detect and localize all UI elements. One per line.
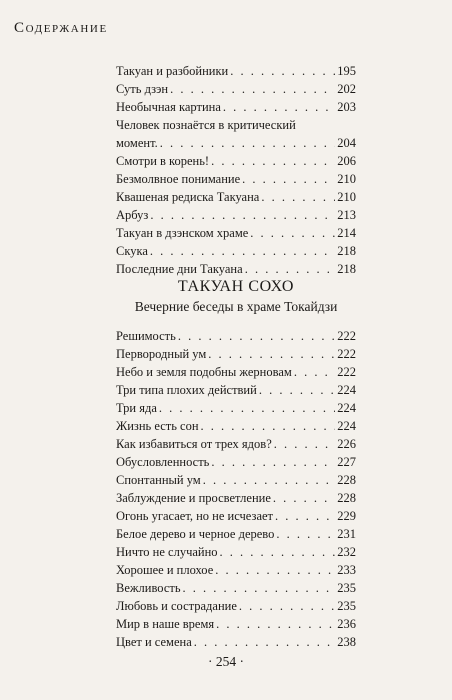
toc-entry <box>116 597 356 615</box>
toc-entry-page: 222 <box>337 329 356 343</box>
toc-entry-title: Квашеная редиска Такуана <box>116 190 260 204</box>
toc-entry-title: Обусловленность <box>116 455 210 469</box>
toc-entry-title: Вежливость <box>116 581 181 595</box>
toc-entry-page: 204 <box>337 136 356 150</box>
toc-entry-title: Жизнь есть сон <box>116 419 199 433</box>
toc-entry <box>116 242 356 260</box>
dot-leader <box>261 188 335 206</box>
toc-entry-page: 227 <box>337 455 356 469</box>
toc-entry-title-line-2: момент. <box>116 136 158 150</box>
toc-entry-page: 195 <box>337 64 356 78</box>
dot-leader <box>250 224 335 242</box>
toc-entry-page: 224 <box>337 383 356 397</box>
toc-entry-title: Такуан и разбойники <box>116 64 229 78</box>
toc-entry <box>116 170 356 188</box>
dot-leader <box>160 134 336 152</box>
toc-entry-title: Смотри в корень! <box>116 154 210 168</box>
dot-leader <box>194 633 335 651</box>
toc-entry-title: Безмолвное понимание <box>116 172 241 186</box>
toc-entry-title: Цвет и семена <box>116 635 192 649</box>
dot-leader <box>294 363 335 381</box>
toc-entry-page: 214 <box>337 226 356 240</box>
toc-entry-page: 213 <box>337 208 356 222</box>
dot-leader <box>159 399 335 417</box>
toc-entry-page: 222 <box>337 365 356 379</box>
toc-entry-title: Ничто не случайно <box>116 545 218 559</box>
toc-entry <box>116 507 356 525</box>
toc-entry-title: Последние дни Такуана <box>116 262 243 276</box>
toc-entry <box>116 471 356 489</box>
toc-entry-page: 232 <box>337 545 356 559</box>
dot-leader <box>274 435 336 453</box>
toc-entry-page: 222 <box>337 347 356 361</box>
toc-entry-title: Скука <box>116 244 148 258</box>
toc-entry-title: Небо и земля подобны жерновам <box>116 365 292 379</box>
toc-entry-title: Арбуз <box>116 208 149 222</box>
toc-entry-title: Первородный ум <box>116 347 207 361</box>
dot-leader <box>275 507 335 525</box>
toc-entry <box>116 345 356 363</box>
toc-entry <box>116 399 356 417</box>
toc-entry <box>116 363 356 381</box>
toc-entry-page: 238 <box>337 635 356 649</box>
toc-entry-title: Три яда <box>116 401 157 415</box>
toc-entry <box>116 489 356 507</box>
dot-leader <box>211 453 335 471</box>
toc-entry-line-2 <box>116 134 356 152</box>
toc-entry <box>116 62 356 80</box>
toc-entry-title-line-1: Человек познаётся в критический <box>116 118 296 132</box>
dot-leader <box>273 489 335 507</box>
toc-entry <box>116 417 356 435</box>
toc-entry-page: 202 <box>337 82 356 96</box>
section-subtitle: Вечерние беседы в храме Токайдзи <box>134 299 338 314</box>
toc-entry-page: 218 <box>337 244 356 258</box>
toc-entry-page: 210 <box>337 172 356 186</box>
toc-entry-title: Три типа плохих действий <box>116 383 257 397</box>
toc-entry <box>116 633 356 651</box>
toc-entry-page: 236 <box>337 617 356 631</box>
dot-leader <box>245 260 336 278</box>
section-heading <box>116 277 356 316</box>
toc-entry-page: 228 <box>337 473 356 487</box>
toc-entry-page: 224 <box>337 401 356 415</box>
toc-entry-title: Решимость <box>116 329 176 343</box>
toc-entry <box>116 98 356 116</box>
dot-leader <box>183 579 336 597</box>
toc-entry-title: Белое дерево и черное дерево <box>116 527 275 541</box>
toc-entry <box>116 579 356 597</box>
dot-leader <box>211 152 335 170</box>
dot-leader <box>150 242 335 260</box>
toc-entry-title: Суть дзэн <box>116 82 169 96</box>
toc-entry-title: Любовь и сострадание <box>116 599 237 613</box>
toc-entry-page: 231 <box>337 527 356 541</box>
toc-entry-page: 206 <box>337 154 356 168</box>
toc-entry <box>116 435 356 453</box>
toc-entry <box>116 615 356 633</box>
toc-entry <box>116 381 356 399</box>
dot-leader <box>215 561 335 579</box>
toc-entry <box>116 224 356 242</box>
toc-entry-title: Хорошее и плохое <box>116 563 214 577</box>
section-title: ТАКУАН СОХО <box>177 278 295 295</box>
toc-entry-title: Как избавиться от трех ядов? <box>116 437 272 451</box>
toc-entry-page: 235 <box>337 599 356 613</box>
toc-entry <box>116 188 356 206</box>
toc-entry-title: Огонь угасает, но не исчезает <box>116 509 274 523</box>
toc-entry <box>116 206 356 224</box>
dot-leader <box>230 62 335 80</box>
toc-entry <box>116 561 356 579</box>
toc-entry-title: Необычная картина <box>116 100 221 114</box>
toc-entry <box>116 453 356 471</box>
toc-entry <box>116 327 356 345</box>
running-head: Содержание <box>14 20 108 36</box>
toc-list-part-two <box>116 327 356 651</box>
dot-leader <box>276 525 335 543</box>
toc-entry-title: Мир в наше время <box>116 617 215 631</box>
toc-entry-title: Такуан в дзэнском храме <box>116 226 249 240</box>
toc-entry-page: 233 <box>337 563 356 577</box>
toc-entry <box>116 152 356 170</box>
toc-list-part-one <box>116 62 356 278</box>
toc-entry-title: Заблуждение и просветление <box>116 491 271 505</box>
toc-entry-page: 228 <box>337 491 356 505</box>
dot-leader <box>208 345 335 363</box>
dot-leader <box>178 327 335 345</box>
dot-leader <box>242 170 335 188</box>
toc-entry-page: 235 <box>337 581 356 595</box>
dot-leader <box>259 381 335 399</box>
dot-leader <box>203 471 336 489</box>
toc-entry <box>116 260 356 278</box>
toc-entry <box>116 543 356 561</box>
dot-leader <box>170 80 335 98</box>
toc-entry-page: 224 <box>337 419 356 433</box>
toc-entry <box>116 116 356 152</box>
toc-entry <box>116 525 356 543</box>
toc-entry <box>116 80 356 98</box>
page-number: · 254 · <box>208 654 244 669</box>
dot-leader <box>216 615 335 633</box>
dot-leader <box>201 417 336 435</box>
dot-leader <box>239 597 335 615</box>
toc-entry-page: 226 <box>337 437 356 451</box>
dot-leader <box>150 206 335 224</box>
toc-entry-page: 203 <box>337 100 356 114</box>
toc-entry-title: Спонтанный ум <box>116 473 201 487</box>
toc-entry-page: 218 <box>337 262 356 276</box>
toc-entry-page: 229 <box>337 509 356 523</box>
dot-leader <box>220 543 336 561</box>
dot-leader <box>223 98 335 116</box>
toc-entry-page: 210 <box>337 190 356 204</box>
